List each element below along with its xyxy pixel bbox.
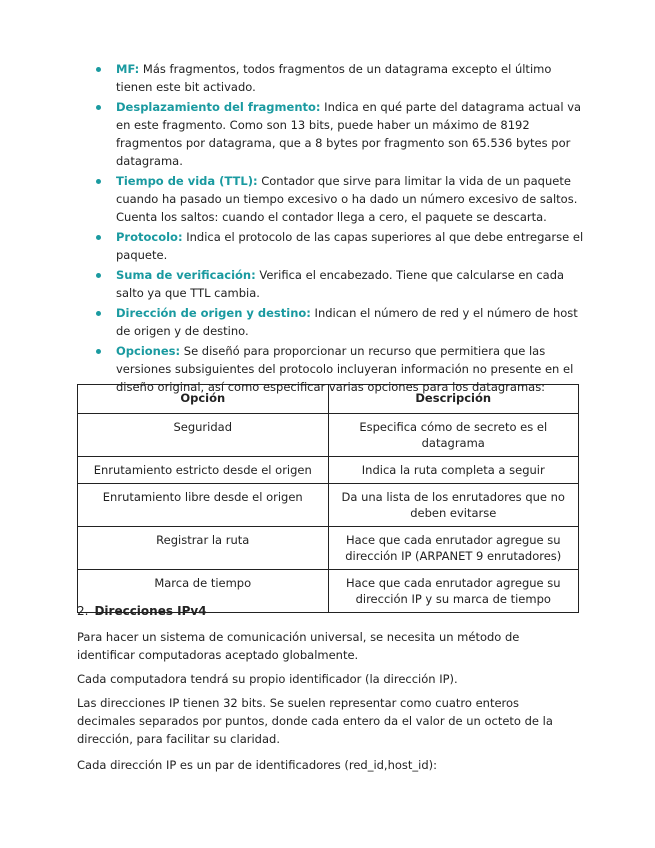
- term-description: Se diseñó para proporcionar un recurso que permitiera que las versiones subsiguientes del protocolo incluyeran información no presente en el diseño original, así como especificar varias opciones para los datagramas:: [116, 344, 574, 394]
- bullet-icon: [96, 67, 101, 72]
- list-item-ttl: [96, 172, 584, 226]
- table-row: [78, 527, 579, 570]
- term-description: Indica en qué parte del datagrama actual va en este fragmento. Como son 13 bits, puede haber un máximo de 8192 fragmentos por datagrama, que a 8 bytes por fragmento son 65.536 bytes por datagrama.: [116, 100, 582, 168]
- term-label: Desplazamiento del fragmento:: [116, 100, 321, 114]
- term-description: Contador que sirve para limitar la vida de un paquete cuando ha pasado un tiempo excesivo o ha dado un número excesivo de saltos. Cuenta los saltos: cuando el contador llega a cero, el paquete se descarta.: [116, 174, 578, 224]
- section-title: Direcciones IPv4: [94, 604, 207, 618]
- bullet-icon: [96, 349, 101, 354]
- table-cell-option: Enrutamiento libre desde el origen: [78, 484, 329, 527]
- term-description: Verifica el encabezado. Tiene que calcularse en cada salto ya que TTL cambia.: [116, 268, 565, 300]
- paragraph: Las direcciones IP tienen 32 bits. Se suelen representar como cuatro enteros decimales separados por puntos, donde cada entero da el valor de un octeto de la dirección, para facilitar su claridad.: [77, 696, 553, 746]
- term-label: Tiempo de vida (TTL):: [116, 174, 258, 188]
- term-label: Protocolo:: [116, 230, 183, 244]
- bullet-icon: [96, 273, 101, 278]
- table-cell-option: Registrar la ruta: [78, 527, 329, 570]
- term-description: Indica el protocolo de las capas superiores al que debe entregarse el paquete.: [116, 230, 584, 262]
- column-header-option: Opción: [78, 385, 329, 414]
- paragraph: Cada computadora tendrá su propio identificador (la dirección IP).: [77, 672, 458, 686]
- table-row: [78, 457, 579, 484]
- table-cell-option: Enrutamiento estricto desde el origen: [78, 457, 329, 484]
- list-item-mf: [96, 60, 584, 96]
- paragraph: Para hacer un sistema de comunicación universal, se necesita un método de identificar computadoras aceptado globalmente.: [77, 630, 520, 662]
- term-description: Más fragmentos, todos fragmentos de un datagrama excepto el último tienen este bit activado.: [116, 62, 552, 94]
- section-heading: [77, 604, 207, 618]
- table-header-row: [78, 385, 579, 414]
- term-label: Suma de verificación:: [116, 268, 256, 282]
- term-description: Indican el número de red y el número de host de origen y de destino.: [116, 306, 578, 338]
- table-cell-description: Indica la ruta completa a seguir: [328, 457, 579, 484]
- section-number: 2.: [77, 604, 89, 618]
- column-header-description: Descripción: [328, 385, 579, 414]
- table-cell-description: Hace que cada enrutador agregue su dirección IP y su marca de tiempo: [328, 570, 579, 613]
- list-item-addresses: [96, 304, 584, 340]
- table-cell-option: Marca de tiempo: [78, 570, 329, 613]
- table-cell-option: Seguridad: [78, 414, 329, 457]
- term-label: Opciones:: [116, 344, 181, 358]
- bullet-icon: [96, 311, 101, 316]
- table-cell-description: Hace que cada enrutador agregue su dirección IP (ARPANET 9 enrutadores): [328, 527, 579, 570]
- term-label: Dirección de origen y destino:: [116, 306, 311, 320]
- list-item-fragment-offset: [96, 98, 584, 170]
- ip-header-fields-list: [96, 60, 584, 398]
- bullet-icon: [96, 235, 101, 240]
- term-label: MF:: [116, 62, 140, 76]
- paragraph: Cada dirección IP es un par de identificadores (red_id,host_id):: [77, 758, 438, 772]
- table-cell-description: Especifica cómo de secreto es el datagrama: [328, 414, 579, 457]
- options-table: [77, 384, 579, 613]
- table-cell-description: Da una lista de los enrutadores que no deben evitarse: [328, 484, 579, 527]
- bullet-icon: [96, 179, 101, 184]
- table-row: [78, 484, 579, 527]
- bullet-icon: [96, 105, 101, 110]
- list-item-checksum: [96, 266, 584, 302]
- list-item-protocol: [96, 228, 584, 264]
- table-row: [78, 414, 579, 457]
